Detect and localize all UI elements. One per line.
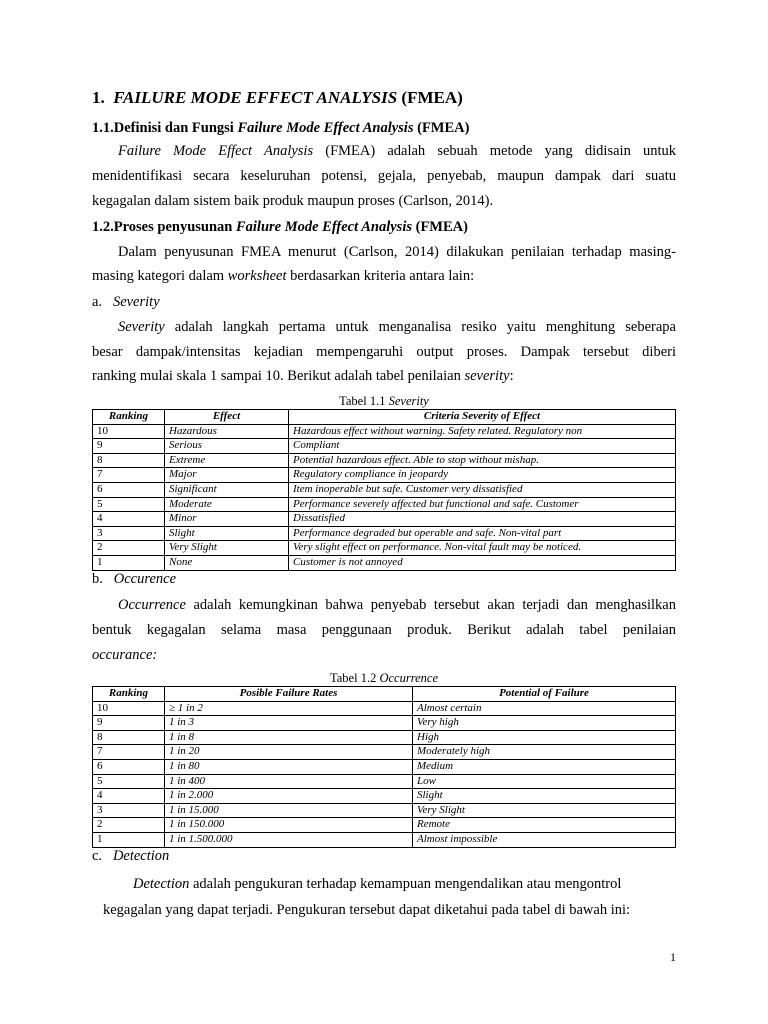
section-heading-1-2: 1.2.Proses penyusunan Failure Mode Effect Analysis (FMEA): [92, 219, 468, 235]
table-row: 3 Slight Performance degraded but operable and safe. Non-vital part: [93, 526, 676, 541]
list-item-a: a. Severity: [92, 294, 160, 310]
table-row: 1 1 in 1.500.000 Almost impossible: [93, 832, 676, 847]
paragraph-occurrence-line-2: bentuk kegagalan selama masa penggunaan produk. Berikut adalah tabel penilaian: [92, 622, 676, 638]
chapter-heading: 1. FAILURE MODE EFFECT ANALYSIS (FMEA): [92, 88, 463, 107]
table-row: 8 1 in 8 High: [93, 730, 676, 745]
table-row: 9 Serious Compliant: [93, 439, 676, 454]
paragraph-occurrence-line-1: Occurrence adalah kemungkinan bahwa penyebab tersebut akan terjadi dan menghasilkan: [118, 597, 676, 613]
table-row: 6 1 in 80 Medium: [93, 759, 676, 774]
header-criteria: Criteria Severity of Effect: [289, 410, 676, 425]
table-row: 5 Moderate Performance severely affected but functional and safe. Customer: [93, 497, 676, 512]
table-row: 7 Major Regulatory compliance in jeopardy: [93, 468, 676, 483]
paragraph-proses-line-2: masing kategori dalam worksheet berdasarkan kriteria antara lain:: [92, 268, 475, 284]
table-2-caption: Tabel 1.2 Occurrence: [329, 671, 438, 685]
table-row: 1 None Customer is not annoyed: [93, 555, 676, 570]
paragraph-severity-line-1: Severity adalah langkah pertama untuk menganalisa resiko yaitu menghitung seberapa: [118, 319, 676, 335]
table-header-row: [93, 687, 676, 702]
table-row: 8 Extreme Potential hazardous effect. Able to stop without mishap.: [93, 453, 676, 468]
header-effect: Effect: [165, 410, 289, 425]
paragraph-severity-line-3: ranking mulai skala 1 sampai 10. Berikut adalah tabel penilaian severity:: [92, 368, 514, 384]
table-row: 2 1 in 150.000 Remote: [93, 818, 676, 833]
table-row: 10 ≥ 1 in 2 Almost certain: [93, 701, 676, 716]
severity-table: [92, 409, 676, 571]
paragraph-occurrence-line-3: occurance:: [92, 647, 158, 663]
table-row: 6 Significant Item inoperable but safe. Customer very dissatisfied: [93, 482, 676, 497]
table-row: 7 1 in 20 Moderately high: [93, 745, 676, 760]
section-heading-1-1: 1.1.Definisi dan Fungsi Failure Mode Effect Analysis (FMEA): [92, 120, 470, 136]
table-row: 2 Very Slight Very slight effect on performance. Non-vital fault may be noticed.: [93, 541, 676, 556]
table-1-caption: Tabel 1.1 Severity: [339, 394, 429, 408]
table-row: 9 1 in 3 Very high: [93, 716, 676, 731]
table-row: 4 1 in 2.000 Slight: [93, 789, 676, 804]
header-potential: Potential of Failure: [413, 687, 676, 702]
list-item-c: c. Detection: [92, 848, 170, 864]
paragraph-fmea-line-3: kegagalan dalam sistem baik produk maupun proses (Carlson, 2014).: [92, 193, 494, 209]
paragraph-severity-line-2: besar dampak/intensitas kejadian mempengaruhi output proses. Dampak tersebut diberi: [92, 344, 676, 360]
paragraph-fmea-line-1: Failure Mode Effect Analysis (FMEA) adalah sebuah metode yang didisain untuk: [118, 143, 676, 159]
header-ranking: Ranking: [93, 687, 165, 702]
table-header-row: [93, 410, 676, 425]
table-row: 5 1 in 400 Low: [93, 774, 676, 789]
list-item-b: b. Occurence: [92, 571, 177, 587]
paragraph-detection-line-1: Detection adalah pengukuran terhadap kemampuan mengendalikan atau mengontrol: [133, 876, 622, 892]
header-failure-rates: Posible Failure Rates: [165, 687, 413, 702]
paragraph-proses-line-1: Dalam penyusunan FMEA menurut (Carlson, 2014) dilakukan penilaian terhadap masing-: [118, 244, 676, 260]
occurrence-table: [92, 686, 676, 848]
table-row: 4 Minor Dissatisfied: [93, 512, 676, 527]
paragraph-detection-line-2: kegagalan yang dapat terjadi. Pengukuran tersebut dapat diketahui pada tabel di bawah ini:: [103, 902, 631, 918]
page-number: 1: [670, 950, 676, 964]
table-row: 10 Hazardous Hazardous effect without warning. Safety related. Regulatory non: [93, 424, 676, 439]
header-ranking: Ranking: [93, 410, 165, 425]
table-row: 3 1 in 15.000 Very Slight: [93, 803, 676, 818]
paragraph-fmea-line-2: menidentifikasi secara keseluruhan potensi, gejala, penyebab, maupun dampak dari suatu: [92, 168, 676, 184]
